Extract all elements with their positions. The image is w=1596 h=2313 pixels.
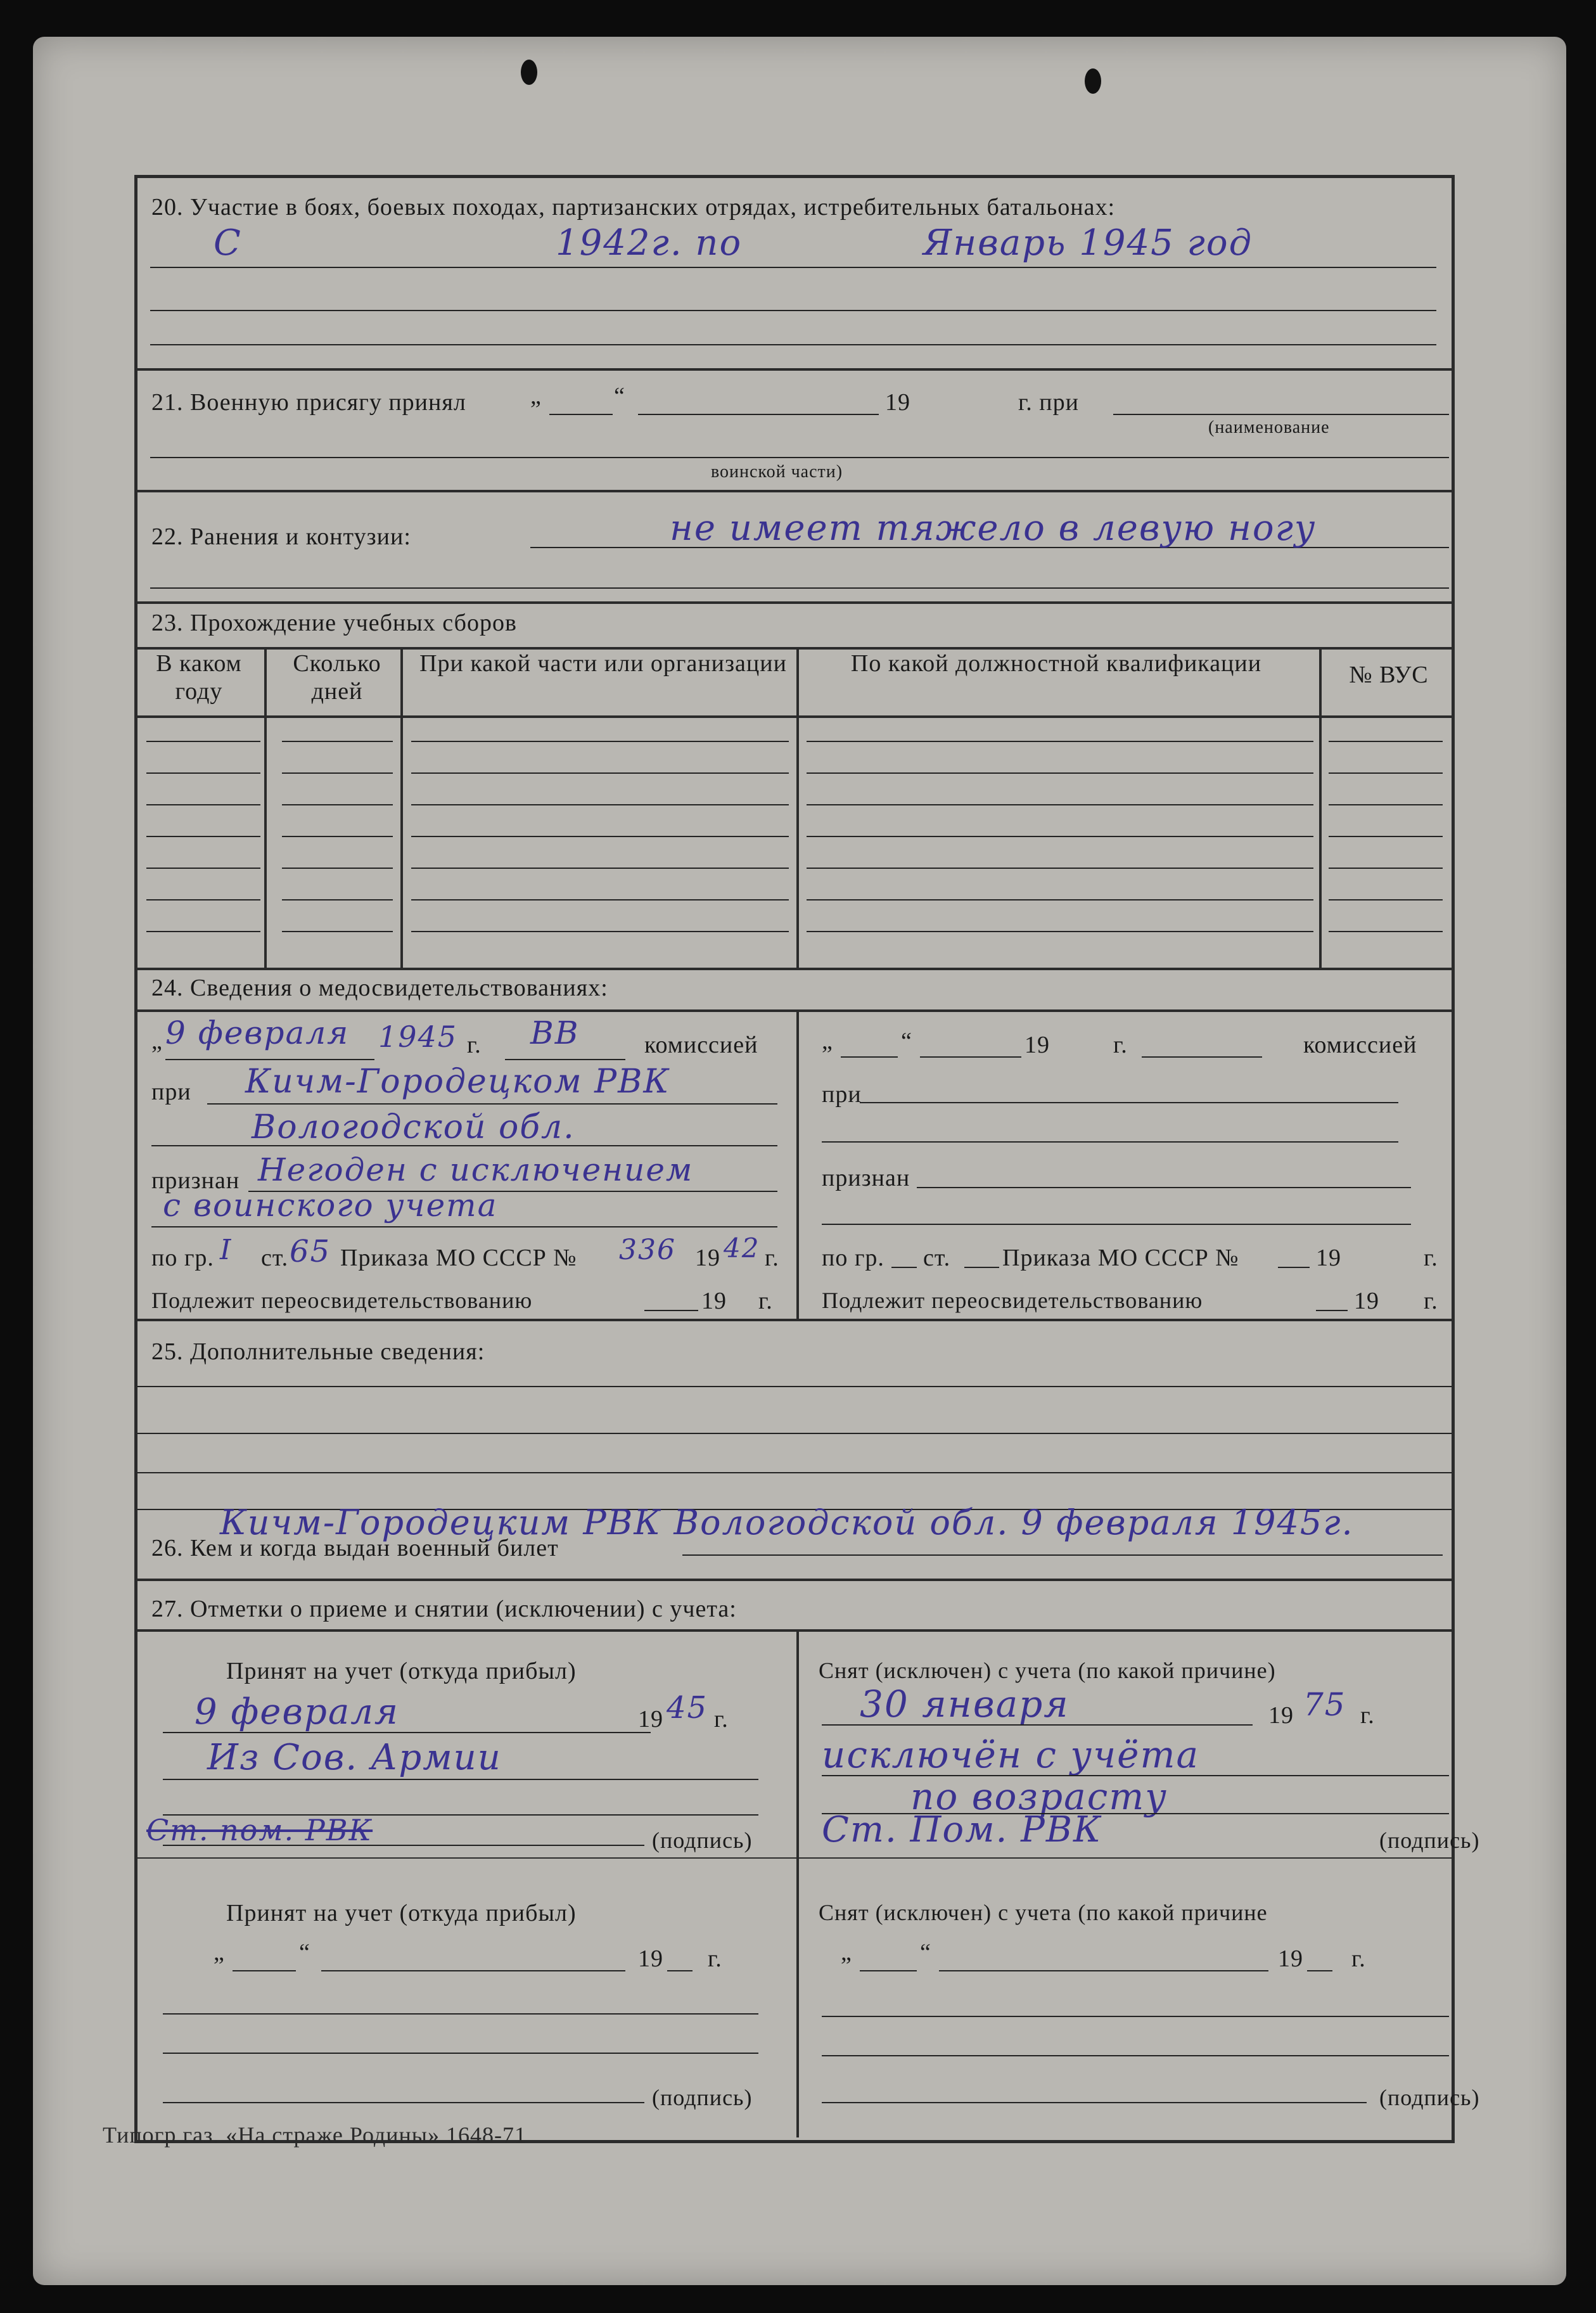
s27-sign-2: (подпись) [652,2085,753,2110]
s23-label: 23. Прохождение учебных сборов [151,610,517,636]
s27-rem-date-line [822,1724,1253,1726]
s27-y19-2: 19 [638,1945,663,1972]
col-divider [796,1011,799,1226]
s21-unit-line [1113,414,1449,415]
table-row-line [282,868,393,869]
s26-line [682,1554,1443,1556]
s27-r-line-2 [822,2016,1449,2017]
s24l-y19: 19 [695,1245,720,1271]
s21-q2: “ [614,383,625,409]
s24l-g: г. [467,1032,482,1058]
s21-q1: „ [530,383,542,409]
s21-day-line [549,414,613,415]
s27-r-q2-2: “ [920,1939,931,1966]
s24r-gr: по гр. [822,1245,884,1271]
s21-at: г. при [1018,389,1079,416]
table-row-line [807,804,1313,805]
table-row-line [411,836,789,837]
s24r-day-line [841,1056,898,1058]
s24l-year: 1945 [378,1020,458,1054]
s24l-reexam-line [644,1310,698,1311]
s20-label: 20. Участие в боях, боевых походах, партизанских отрядах, истребительных батальонах: [151,194,1116,221]
s24l-at: при [151,1079,191,1105]
divider [137,1579,1452,1581]
divider [137,968,1452,970]
s27-q2-2: “ [299,1939,310,1966]
s24r-st: ст. [923,1245,951,1271]
s24r-reexam-line [1316,1310,1348,1311]
s23-col-days: Сколько дней [293,650,381,705]
s24l-at-line [207,1103,777,1105]
s26-hw: Кичм-Городецким РВК Вологодской обл. 9 февраля 1945г. [220,1502,1354,1542]
s24r-num-line [1278,1267,1310,1268]
table-row-line [1329,836,1443,837]
s24l-q: „ [151,1028,163,1054]
s24r-g3: г. [1424,1288,1438,1314]
s27-year-line-2 [667,1970,693,1971]
s22-hw: не имеет тяжело в левую ногу [670,508,1317,549]
s24l-g2: г. [765,1245,779,1271]
s27-acc-y19: 19 [638,1706,663,1733]
s25-line [137,1386,1452,1387]
s24r-order: Приказа МО СССР № [1002,1245,1239,1271]
table-row-line [411,741,789,742]
s27-hw-rem-reason2: по возрасту [910,1775,1168,1818]
s27-acc-date-line [163,1732,651,1733]
s21-month-line [638,414,879,415]
table-row-line [282,804,393,805]
table-row-line [1329,772,1443,774]
s24l-hw-found2: с воинского учета [163,1187,498,1224]
table-row-line [282,741,393,742]
s27-g-2: г. [708,1945,722,1972]
divider [137,1009,1452,1012]
s24-label: 24. Сведения о медосвидетельствованиях: [151,975,608,1001]
form-frame [134,175,1480,2143]
divider [137,368,1452,371]
s20-line [150,267,1436,268]
s27-removed: Снят (исключен) с учета (по какой причине) [819,1658,1276,1683]
s27-r-y19-2: 19 [1278,1945,1303,1972]
table-row-line [807,772,1313,774]
s27-day-line-2 [233,1970,296,1971]
s22-label: 22. Ранения и контузии: [151,523,411,550]
s24r-q1: „ [822,1028,833,1054]
s21-year: 19 [885,389,910,416]
s27-r-q1-2: „ [841,1939,852,1966]
s23-col-vus: № ВУС [1349,662,1429,688]
punch-hole [1085,68,1101,94]
s24r-line [822,1141,1398,1143]
s24l-line [151,1145,777,1146]
s24l-date-line [165,1059,374,1060]
s27-r-year-line-2 [1307,1970,1332,1971]
s24l-y19b: 19 [701,1288,727,1314]
table-row-line [1329,804,1443,805]
s24l-hw-vv: ВВ [530,1015,580,1051]
s22-line [150,587,1449,589]
divider [137,490,1452,492]
s23-col-qual: По какой должностной квалификации [850,650,1262,677]
table-row-line [411,899,789,900]
s27-r-sign-2: (подпись) [1379,2085,1480,2110]
s21-label: 21. Военную присягу принял [151,389,466,416]
s24r-q2: “ [901,1028,912,1054]
s27-hw-acc-sign: Ст. пом. РВК [146,1813,373,1847]
table-row-line [146,868,260,869]
table-row-line [807,931,1313,932]
table-row-line [1329,868,1443,869]
table-row-line [411,868,789,869]
s24l-hw-yr: 42 [724,1233,760,1264]
col-divider [796,1226,799,1319]
col-divider [264,648,267,968]
s27-r-month-line-2 [939,1970,1268,1971]
s24l-vv-line [505,1059,625,1060]
col-divider [796,648,799,968]
s27-q1-2: „ [214,1939,225,1966]
s24r-at: при [822,1081,862,1108]
table-row-line [411,804,789,805]
col-divider [400,648,403,968]
s24l-hw-found1: Негоден с исключением [258,1151,694,1188]
table-row-line [146,931,260,932]
table-row-line [807,868,1313,869]
table-row-line [282,836,393,837]
document-card [33,37,1566,2285]
s27-acc-g: г. [714,1706,729,1733]
s24l-line [151,1226,777,1227]
s24l-found: признан [151,1167,240,1194]
s24r-y19c: 19 [1354,1288,1379,1314]
table-row-line [282,899,393,900]
divider [137,601,1452,604]
col-divider [796,1631,799,2137]
punch-hole [521,60,537,85]
col-divider [1319,648,1322,968]
s24r-g: г. [1113,1032,1128,1058]
divider [137,1857,1452,1859]
s27-hw-rem-reason1: исключён с учёта [822,1733,1200,1776]
table-row-line [807,741,1313,742]
s25-line [137,1472,1452,1473]
s24r-found: признан [822,1165,910,1191]
table-row-line [146,741,260,742]
s24l-hw-num: 336 [619,1234,676,1266]
s24r-found-line [917,1187,1411,1188]
s24l-gr: по гр. [151,1245,214,1271]
s24l-hw-date: 9 февраля [165,1015,350,1051]
s24l-commission: комиссией [644,1032,758,1058]
s25-line [137,1433,1452,1434]
s24l-hw-gr: I [220,1234,233,1266]
s24r-at-line [860,1102,1398,1103]
s27-hw-acc-year: 45 [667,1690,708,1726]
s21-note1: (наименование [1208,418,1330,437]
table-row-line [1329,741,1443,742]
s27-hw-rem-sign: Ст. Пом. РВК [822,1809,1102,1850]
table-row-line [1329,931,1443,932]
table-row-line [1329,899,1443,900]
s24r-g2: г. [1424,1245,1438,1271]
s27-month-line-2 [321,1970,625,1971]
s27-rem-g: г. [1360,1702,1375,1729]
s27-accepted: Принят на учет (откуда прибыл) [226,1658,577,1684]
s27-hw-acc-date: 9 февраля [195,1691,399,1733]
s24l-reexam: Подлежит переосвидетельствованию [151,1288,533,1313]
s24l-st: ст. [261,1245,289,1271]
s27-acc-from-line [163,1779,758,1780]
divider [137,1319,1452,1321]
s24r-y19b: 19 [1316,1245,1341,1271]
table-row-line [146,804,260,805]
s24l-order: Приказа МО СССР № [340,1245,577,1271]
s20-hw-period: 1942г. по [556,222,743,264]
s21-line [150,457,1449,458]
s24r-comm-line [1142,1056,1262,1058]
s24l-hw-at1: Кичм-Городецком РВК [245,1063,670,1101]
s27-hw-acc-from: Из Сов. Армии [207,1737,502,1778]
s24l-g3: г. [758,1288,773,1314]
table-row-line [807,899,1313,900]
s27-r-line-2 [822,2055,1449,2056]
divider [137,1629,1452,1632]
table-row-line [411,772,789,774]
s25-label: 25. Дополнительные сведения: [151,1338,485,1365]
s27-hw-rem-year: 75 [1303,1686,1346,1723]
s20-hw-until: Январь 1945 год [923,222,1253,264]
s27-rem-sign: (подпись) [1379,1828,1480,1853]
s27-r-g-2: г. [1351,1945,1366,1972]
s27-r-day-line-2 [860,1970,917,1971]
s27-acc-sign-line [163,1845,644,1846]
table-header-bottom [137,715,1452,718]
s27-r-sign-line-2 [822,2102,1367,2103]
s24r-gr-line [891,1267,917,1268]
table-row-line [282,931,393,932]
footer-imprint: Типогр газ. «На страже Родины» 1648-71 [103,2122,527,2148]
s24l-hw-st: 65 [290,1234,331,1269]
s27-hw-rem-date: 30 января [860,1682,1069,1726]
s27-line-2 [163,2053,758,2054]
s20-hw-from: С [214,222,242,264]
s26-label: 26. Кем и когда выдан военный билет [151,1535,559,1561]
s24l-hw-at2: Вологодской обл. [252,1108,575,1146]
s20-line [150,344,1436,345]
s27-removed-2: Снят (исключен) с учета (по какой причине [819,1900,1268,1925]
table-row-line [807,836,1313,837]
s21-note2: воинской части) [711,462,843,482]
s23-col-unit: При какой части или организации [419,650,787,677]
s23-col-year: В каком году [156,650,242,705]
table-row-line [282,772,393,774]
s27-sign-line-2 [163,2102,644,2103]
table-row-line [146,772,260,774]
s24r-y19: 19 [1025,1032,1050,1058]
s20-line [150,310,1436,311]
s24r-month-line [920,1056,1021,1058]
s27-line-2 [163,2013,758,2015]
s27-label: 27. Отметки о приеме и снятии (исключении) с учета: [151,1596,737,1622]
table-row-line [411,931,789,932]
table-row-line [146,836,260,837]
s27-rem-y19: 19 [1268,1702,1294,1729]
table-row-line [146,899,260,900]
s24r-commission: комиссией [1303,1032,1417,1058]
s24r-line [822,1224,1411,1225]
s27-acc-sign: (подпись) [652,1828,753,1853]
s24r-reexam: Подлежит переосвидетельствованию [822,1288,1203,1313]
s24r-st-line [964,1267,999,1268]
s27-accepted-2: Принят на учет (откуда прибыл) [226,1900,577,1926]
